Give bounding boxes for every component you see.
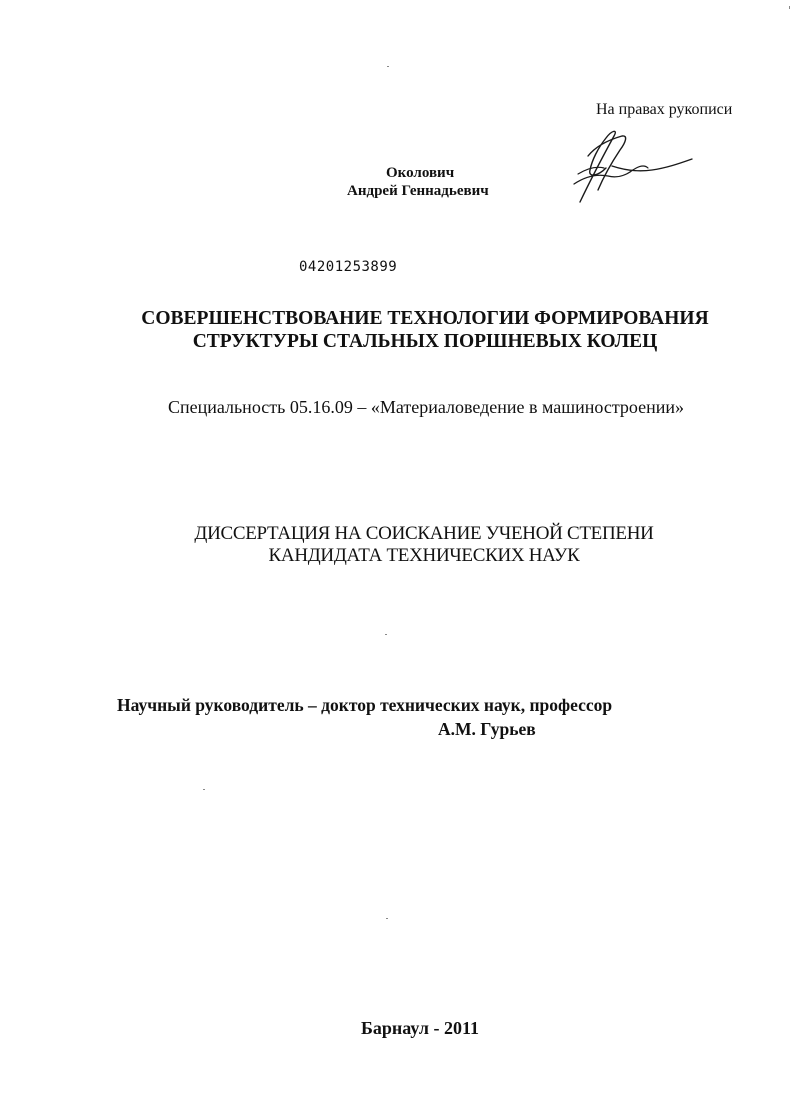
scan-speck	[387, 66, 389, 67]
manuscript-rights-notice: На правах рукописи	[596, 101, 733, 118]
author-given-names: Андрей Геннадьевич	[347, 183, 489, 199]
city-and-year: Барнаул - 2011	[361, 1018, 480, 1038]
scientific-advisor-role: Научный руководитель – доктор технических наук, профессор	[117, 695, 613, 715]
scan-speck	[203, 789, 205, 790]
scan-speck	[385, 634, 387, 635]
handwritten-signature	[568, 126, 696, 206]
specialty: Специальность 05.16.09 – «Материаловедение в машиностроении»	[167, 397, 685, 417]
dissertation-title-line-2: СТРУКТУРЫ СТАЛЬНЫХ ПОРШНЕВЫХ КОЛЕЦ	[192, 331, 658, 352]
author-surname: Околович	[386, 165, 455, 181]
degree-line-1: ДИССЕРТАЦИЯ НА СОИСКАНИЕ УЧЕНОЙ СТЕПЕНИ	[194, 523, 654, 544]
degree-line-2: КАНДИДАТА ТЕХНИЧЕСКИХ НАУК	[268, 545, 580, 566]
scan-speck	[789, 6, 790, 9]
catalog-code: 04201253899	[299, 259, 398, 275]
scan-speck	[386, 918, 388, 919]
dissertation-title-line-1: СОВЕРШЕНСТВОВАНИЕ ТЕХНОЛОГИИ ФОРМИРОВАНИЯ	[141, 308, 709, 329]
scientific-advisor-name: А.М. Гурьев	[438, 719, 536, 739]
